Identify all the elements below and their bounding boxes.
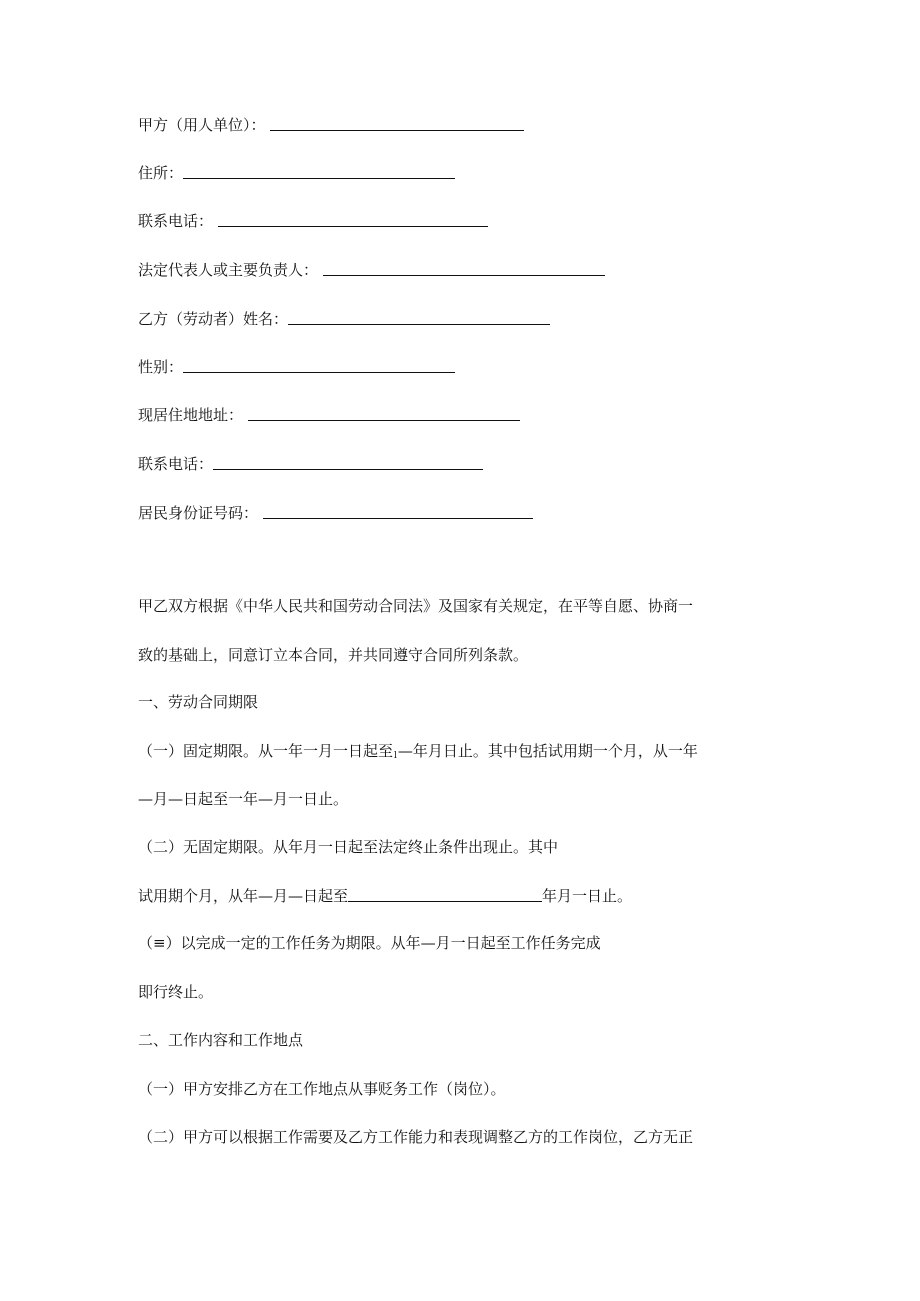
fill-in-blank [288,310,550,325]
field-label: 甲方（用人单位）： [138,116,266,134]
field-label: 居民身份证号码： [138,504,259,522]
fill-in-blank [218,212,488,227]
fill-in-blank [183,164,455,179]
section-1-item-2-line-1: （二）无固定期限。从年月一日起至法定终止条件出现止。其中 [138,838,559,856]
section-1-heading: 一、劳动合同期限 [138,693,259,711]
residence-field [138,163,455,183]
id-number-field [138,503,533,523]
section-1-item-2-line-2: 试用期个月，从年—月—日起至 年月一日止。 [138,887,633,905]
current-address-field [138,405,520,425]
fill-in-blank [263,504,533,519]
section-2-item-1: （一）甲方安排乙方在工作地点从事贬务工作（岗位）。 [138,1080,506,1098]
fill-in-blank [248,406,520,421]
fill-in-blank [348,887,542,902]
intro-paragraph-line-1: 甲乙双方根据《中华人民共和国劳动合同法》及国家有关规定，在平等自愿、协商一 [138,597,694,615]
field-label: 法定代表人或主要负责人： [138,261,319,279]
fill-in-blank [270,116,524,131]
section-1-item-3-line-1: （≡）以完成一定的工作任务为期限。从年—月一日起至工作任务完成 [138,934,601,952]
field-label: 住所： [138,164,184,182]
section-1-item-1-line-2: —月—日起至一年—月一日止。 [138,790,349,808]
party-a-employer-field [138,115,524,135]
gender-field [138,357,455,377]
field-label: 联系电话： [138,455,214,473]
field-label: 性别： [138,358,184,376]
intro-paragraph-line-2: 致的基础上，同意订立本合同，并共同遵守合同所列条款。 [138,646,529,664]
party-b-name-field [138,309,550,329]
section-2-item-2: （二）甲方可以根据工作需要及乙方工作能力和表现调整乙方的工作岗位，乙方无正 [138,1128,694,1146]
stray-mark: l [394,751,397,761]
fill-in-blank [323,261,605,276]
party-b-phone-field [138,454,483,474]
field-label: 乙方（劳动者）姓名： [138,310,289,328]
field-label: 现居住地地址： [138,406,244,424]
section-2-heading: 二、工作内容和工作地点 [138,1031,304,1049]
section-1-item-3-line-2: 即行终止。 [138,983,214,1001]
fill-in-blank [213,455,483,470]
fill-in-blank [183,358,455,373]
party-a-phone-field [138,211,488,231]
legal-representative-field [138,260,605,280]
field-label: 联系电话： [138,212,214,230]
section-1-item-1-line-1: （一）固定期限。从一年一月一日起至l—年月日止。其中包括试用期一个月，从一年 [138,742,698,761]
